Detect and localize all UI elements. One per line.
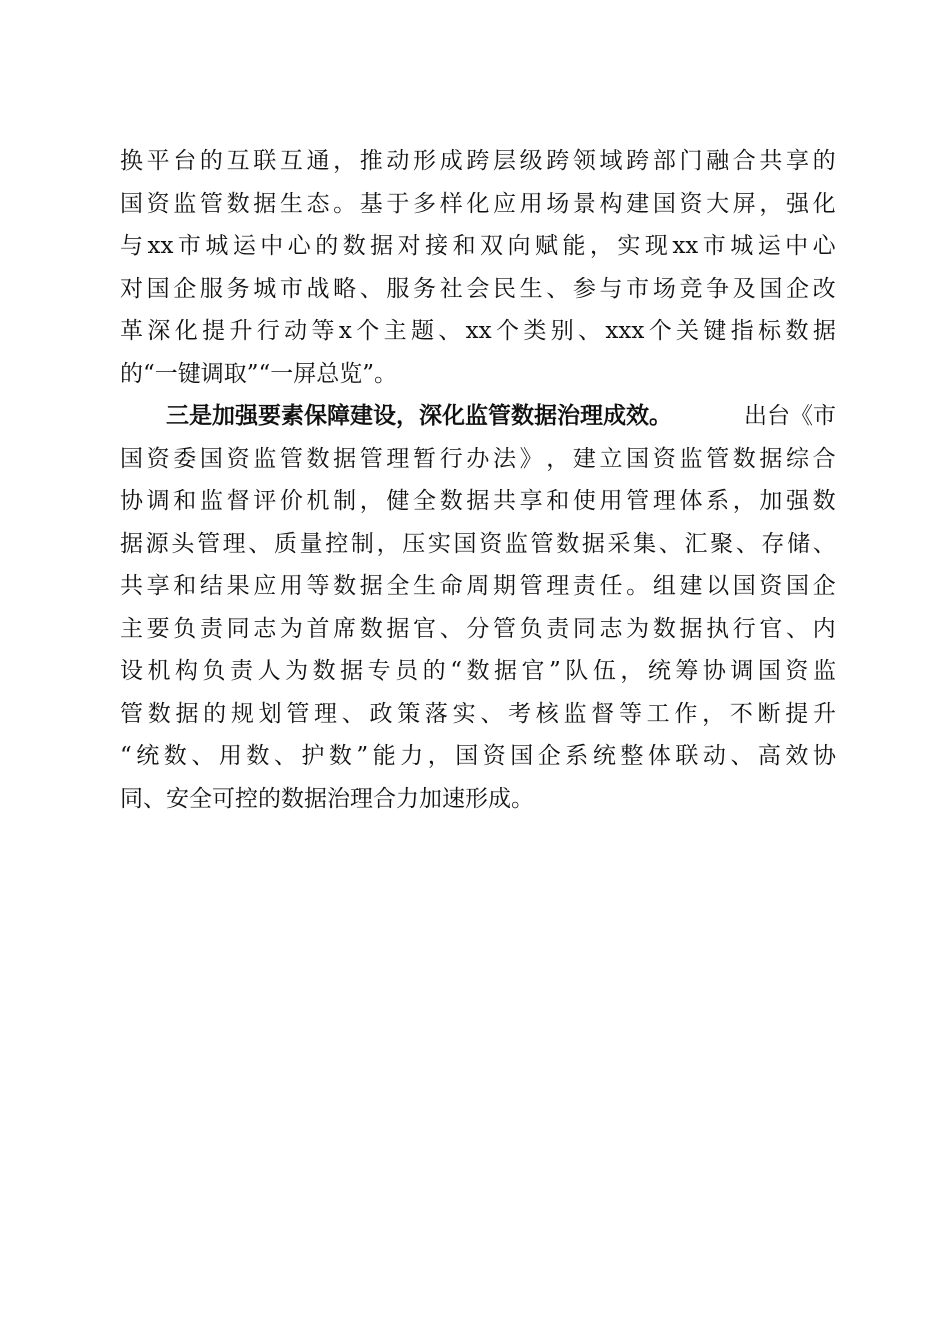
text-line: 换 平 台 的 互 联 互 通 ， 推 动 形 成 跨 层 级 跨 领 域 跨 部 门 融 合 共 享 的 [120,148,836,174]
document-body [120,140,836,820]
paragraph-2-first-line-rest: 出台《市 [744,403,836,429]
text-line: 对 国 企 服 务 城 市 战 略 、 服 务 社 会 民 生 、 参 与 市 场 竞 争 及 国 企 改 [120,275,836,302]
text-line: “ 统 数 、 用 数 、 护 数 ” 能 力 ， 国 资 国 企 系 统 整 体 联 动 、 高 效 协 [120,743,836,769]
text-line: 的“一键调取”“一屏总览”。 [120,360,398,387]
paragraph-2 [120,395,836,820]
text-line: 国 资 委 国 资 监 管 数 据 管 理 暂 行 办 法 》 ， 建 立 国 资 监 管 数 据 综 合 [120,445,836,472]
text-line: 共 享 和 结 果 应 用 等 数 据 全 生 命 周 期 管 理 责 任 。 组 建 以 国 资 国 企 [120,573,836,599]
text-line: 国 资 监 管 数 据 生 态 。 基 于 多 样 化 应 用 场 景 构 建 国 资 大 屏 ， 强 化 [120,190,836,217]
text-line: 革 深 化 提 升 行 动 等 x 个 主 题 、 xx 个 类 别 、 xxx 个 关 键 指 标 数 据 [120,318,836,344]
paragraph-2-heading: 三是加强要素保障建设，深化监管数据治理成效。 [166,402,672,429]
text-line: 据 源 头 管 理 、 质 量 控 制 ， 压 实 国 资 监 管 数 据 采 集 、 汇 聚 、 存 储 、 [120,530,836,557]
paragraph-1 [120,140,836,395]
text-line: 设 机 构 负 责 人 为 数 据 专 员 的 “ 数 据 官 ” 队 伍 ， 统 筹 协 调 国 资 监 [120,658,836,684]
paragraph-2-first-line [120,395,836,438]
text-line: 管 数 据 的 规 划 管 理 、 政 策 落 实 、 考 核 监 督 等 工 作 ， 不 断 提 升 [120,700,836,727]
text-line: 同、安全可控的数据治理合力加速形成。 [120,785,534,812]
text-line: 主 要 负 责 同 志 为 首 席 数 据 官 、 分 管 负 责 同 志 为 数 据 执 行 官 、 内 [120,615,836,642]
text-line: 与 xx 市 城 运 中 心 的 数 据 对 接 和 双 向 赋 能 ， 实 现 xx 市 城 运 中 心 [120,233,836,259]
text-line: 协 调 和 监 督 评 价 机 制 ， 健 全 数 据 共 享 和 使 用 管 理 体 系 ， 加 强 数 [120,488,836,514]
